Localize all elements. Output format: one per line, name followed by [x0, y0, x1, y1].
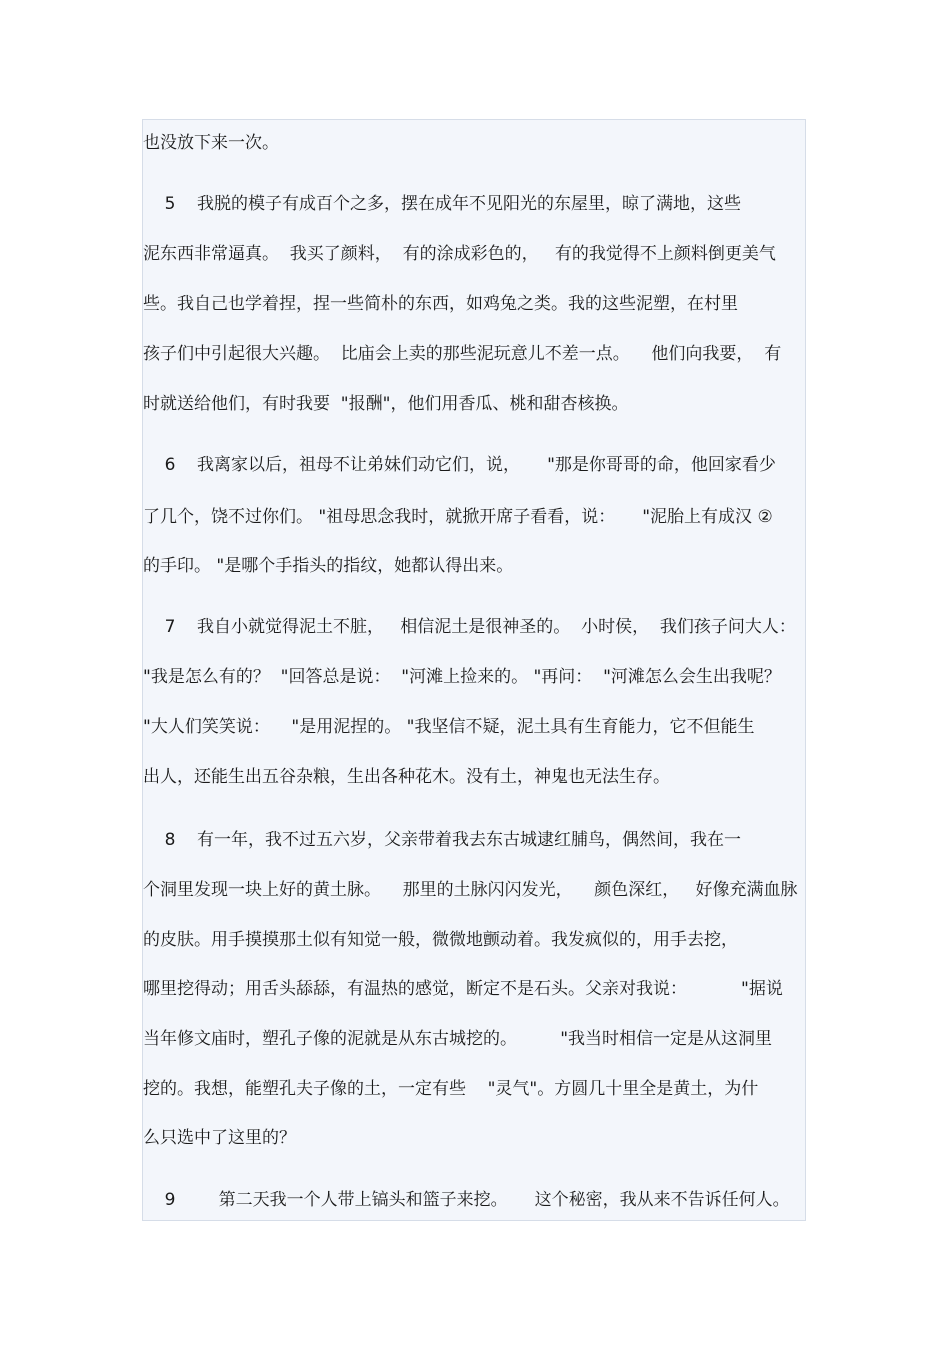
text-line: "大人们笑笑说： "是用泥捏的。 "我坚信不疑，泥土具有生育能力，它不但能生 — [143, 717, 755, 737]
text-line: 孩子们中引起很大兴趣。 比庙会上卖的那些泥玩意儿不差一点。 他们向我要， 有 — [143, 344, 782, 364]
text-line: 9 第二天我一个人带上镐头和篮子来挖。 这个秘密，我从来不告诉任何人。 — [143, 1190, 790, 1210]
text-line: 也没放下来一次。 — [143, 133, 279, 153]
text-line: 些。我自己也学着捏，捏一些简朴的东西，如鸡兔之类。我的这些泥塑，在村里 — [143, 294, 738, 314]
text-line: 的皮肤。用手摸摸那土似有知觉一般，微微地颤动着。我发疯似的，用手去挖， — [143, 930, 738, 950]
text-line: 哪里挖得动；用舌头舔舔，有温热的感觉，断定不是石头。父亲对我说： "据说 — [143, 979, 783, 999]
text-line: 8 有一年，我不过五六岁，父亲带着我去东古城逮红脯鸟，偶然间，我在一 — [143, 830, 742, 850]
text-line: 时就送给他们，有时我要 "报酬"，他们用香瓜、桃和甜杏核换。 — [143, 394, 629, 414]
text-line: "我是怎么有的？ "回答总是说： "河滩上捡来的。 "再问： "河滩怎么会生出我呢？ — [143, 667, 781, 687]
text-line: 7 我自小就觉得泥土不脏， 相信泥土是很神圣的。 小时侯， 我们孩子问大人： — [143, 617, 796, 637]
text-line: 么只选中了这里的？ — [143, 1128, 296, 1148]
text-line: 个洞里发现一块上好的黄土脉。 那里的土脉闪闪发光， 颜色深红， 好像充满血脉 — [143, 880, 798, 900]
text-line: 了几个，饶不过你们。 "祖母思念我时，就掀开席子看看，说： "泥胎上有成汉 ② — [143, 507, 773, 527]
text-line: 挖的。我想，能塑孔夫子像的土，一定有些 "灵气"。方圆几十里全是黄土，为什 — [143, 1079, 759, 1099]
text-line: 出人，还能生出五谷杂粮，生出各种花木。没有土，神鬼也无法生存。 — [143, 767, 670, 787]
text-line: 的手印。 "是哪个手指头的指纹，她都认得出来。 — [143, 556, 514, 576]
text-line: 泥东西非常逼真。 我买了颜料， 有的涂成彩色的， 有的我觉得不上颜料倒更美气 — [143, 244, 776, 264]
text-line: 5 我脱的模子有成百个之多，摆在成年不见阳光的东屋里，晾了满地，这些 — [143, 194, 742, 214]
text-line: 6 我离家以后，祖母不让弟妹们动它们，说， "那是你哥哥的命，他回家看少 — [143, 455, 776, 475]
text-line: 当年修文庙时，塑孔子像的泥就是从东古城挖的。 "我当时相信一定是从这洞里 — [143, 1029, 773, 1049]
